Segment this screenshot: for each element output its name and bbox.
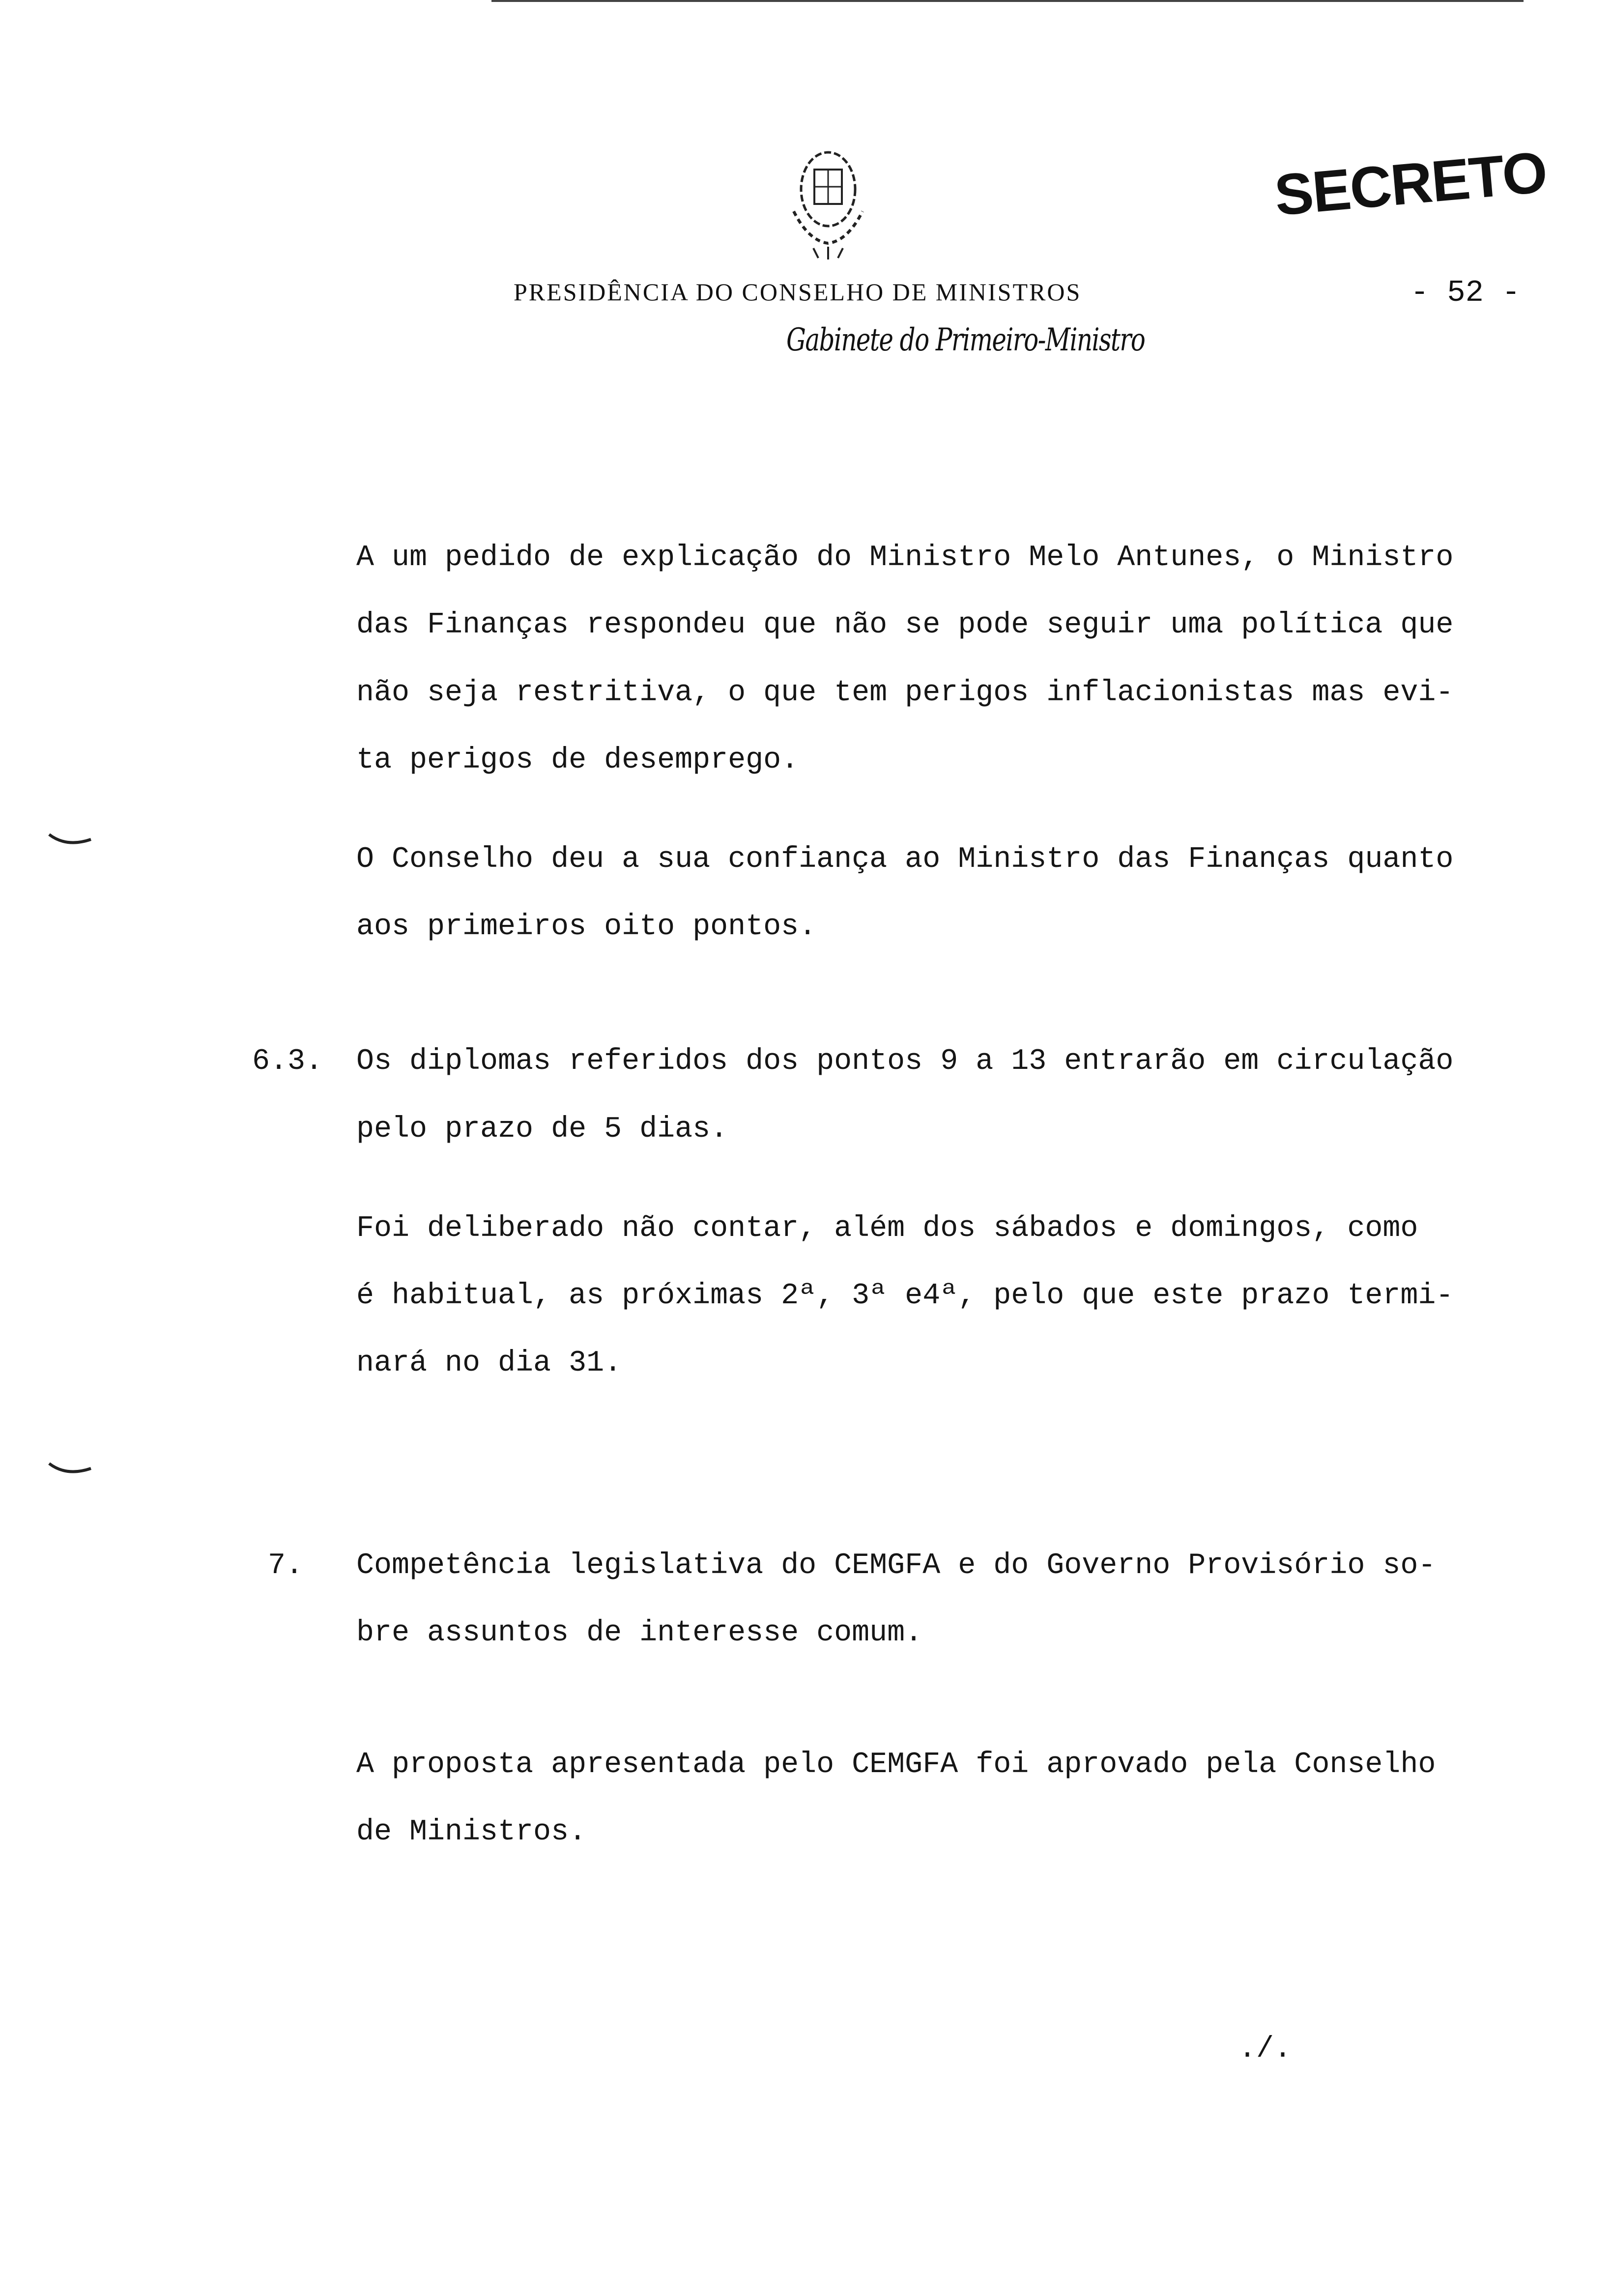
punch-hole-mark [47, 1460, 96, 1479]
paragraph-line: Foi deliberado não contar, além dos sábados e domingos, como [356, 1212, 1418, 1245]
paragraph-line: O Conselho deu a sua confiança ao Ministro das Finanças quanto [356, 843, 1454, 876]
paragraph-line: A um pedido de explicação do Ministro Melo Antunes, o Ministro [356, 541, 1454, 574]
section-number: 6.3. [252, 1045, 323, 1078]
institution-header: PRESIDÊNCIA DO CONSELHO DE MINISTROS [514, 278, 1082, 306]
paragraph-line: das Finanças respondeu que não se pode seguir uma política que [356, 608, 1454, 642]
continuation-mark: ./. [1238, 2033, 1292, 2066]
punch-hole-mark [47, 831, 96, 850]
coat-of-arms-emblem [779, 143, 877, 260]
page-number: - 52 - [1410, 275, 1521, 310]
paragraph-line: Os diplomas referidos dos pontos 9 a 13 entrarão em circulação [356, 1045, 1454, 1078]
paragraph-line: é habitual, as próximas 2ª, 3ª e4ª, pelo que este prazo termi- [356, 1279, 1454, 1313]
scan-edge-line [491, 0, 1524, 2]
paragraph-line: Competência legislativa do CEMGFA e do Governo Provisório so- [356, 1549, 1436, 1582]
paragraph-line: pelo prazo de 5 dias. [356, 1113, 728, 1146]
secret-stamp: SECRETO [1272, 140, 1549, 229]
paragraph-line: A proposta apresentada pelo CEMGFA foi aprovado pela Conselho [356, 1748, 1436, 1781]
paragraph-line: não seja restritiva, o que tem perigos inflacionistas mas evi- [356, 676, 1454, 710]
paragraph-line: de Ministros. [356, 1815, 587, 1849]
paragraph-line: bre assuntos de interesse comum. [356, 1616, 923, 1650]
section-number: 7. [268, 1549, 304, 1582]
paragraph-line: nará no dia 31. [356, 1347, 622, 1380]
paragraph-line: aos primeiros oito pontos. [356, 910, 817, 944]
office-script-line: Gabinete do Primeiro-Ministro [786, 322, 1145, 358]
paragraph-line: ta perigos de desemprego. [356, 744, 799, 777]
